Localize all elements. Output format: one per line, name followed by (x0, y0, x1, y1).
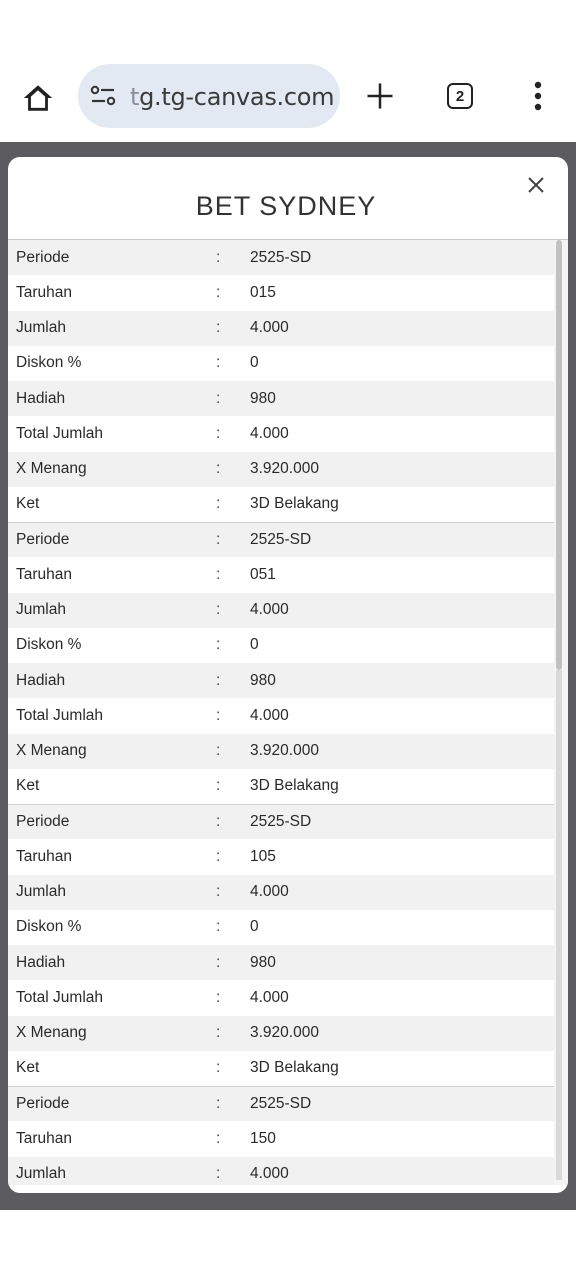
detail-row (8, 346, 554, 381)
detail-value: 0 (250, 354, 259, 372)
detail-label: Total Jumlah (16, 424, 104, 442)
detail-separator: : (216, 883, 221, 901)
detail-row (8, 1051, 554, 1086)
status-bar-area (0, 0, 576, 60)
detail-row (8, 628, 554, 663)
detail-row (8, 311, 554, 346)
detail-label: Jumlah (16, 319, 66, 337)
tab-switcher-button[interactable] (444, 80, 476, 112)
modal-title: BET SYDNEY (195, 191, 377, 221)
detail-separator: : (216, 424, 221, 442)
detail-label: Taruhan (16, 847, 73, 865)
detail-label: Total Jumlah (16, 706, 104, 724)
detail-value: 3.920.000 (250, 742, 319, 760)
detail-value: 4.000 (250, 424, 289, 442)
detail-separator: : (216, 1059, 221, 1077)
detail-value: 2525-SD (250, 813, 312, 831)
bottom-blank-area (0, 1210, 576, 1280)
detail-separator: : (216, 706, 221, 724)
detail-row (8, 452, 554, 487)
detail-row (8, 980, 554, 1015)
detail-separator: : (216, 1024, 221, 1042)
detail-separator: : (216, 953, 221, 971)
detail-separator: : (216, 531, 221, 549)
detail-row (8, 1086, 554, 1121)
detail-separator: : (216, 1129, 221, 1147)
detail-value: 4.000 (250, 601, 289, 619)
url-host: g.tg-canvas.com (139, 83, 335, 111)
detail-separator: : (216, 1165, 221, 1183)
detail-value: 051 (250, 565, 276, 583)
browser-toolbar (0, 60, 576, 140)
modal-scrollbar-track-lower (556, 670, 562, 1180)
detail-value: 3.920.000 (250, 1024, 319, 1042)
detail-separator: : (216, 248, 221, 266)
home-button[interactable] (18, 78, 58, 118)
detail-separator: : (216, 742, 221, 760)
plus-icon (365, 81, 395, 111)
modal-scrollbar-thumb[interactable] (556, 240, 562, 670)
detail-value: 3D Belakang (250, 495, 339, 513)
detail-separator: : (216, 777, 221, 795)
detail-value: 4.000 (250, 883, 289, 901)
detail-label: Jumlah (16, 1165, 66, 1183)
detail-value: 980 (250, 953, 276, 971)
detail-row (8, 769, 554, 804)
detail-separator: : (216, 565, 221, 583)
detail-value: 150 (250, 1129, 276, 1147)
detail-value: 3D Belakang (250, 777, 339, 795)
detail-row (8, 240, 554, 275)
modal-scrollbar[interactable] (554, 240, 568, 1185)
detail-value: 4.000 (250, 1165, 289, 1183)
new-tab-button[interactable] (360, 76, 400, 116)
detail-value: 980 (250, 671, 276, 689)
detail-separator: : (216, 813, 221, 831)
url-text (130, 83, 334, 111)
detail-label: Ket (16, 495, 40, 513)
detail-label: X Menang (16, 1024, 87, 1042)
modal-header (8, 157, 568, 240)
detail-label: Hadiah (16, 389, 66, 407)
detail-label: Periode (16, 813, 70, 831)
detail-label: Periode (16, 1095, 70, 1113)
detail-separator: : (216, 495, 221, 513)
detail-label: Total Jumlah (16, 988, 104, 1006)
detail-value: 4.000 (250, 988, 289, 1006)
url-scheme-fade: t (130, 83, 140, 111)
detail-row (8, 593, 554, 628)
detail-value: 2525-SD (250, 248, 312, 266)
detail-row (8, 1016, 554, 1051)
detail-row (8, 487, 554, 522)
detail-separator: : (216, 601, 221, 619)
detail-row (8, 522, 554, 557)
detail-separator: : (216, 671, 221, 689)
detail-row (8, 275, 554, 310)
detail-row (8, 1157, 554, 1186)
detail-row (8, 557, 554, 592)
detail-value: 2525-SD (250, 531, 312, 549)
detail-separator: : (216, 847, 221, 865)
detail-row (8, 416, 554, 451)
detail-label: Diskon % (16, 918, 82, 936)
more-vertical-icon (533, 81, 543, 111)
detail-separator: : (216, 389, 221, 407)
detail-separator: : (216, 988, 221, 1006)
detail-label: X Menang (16, 460, 87, 478)
home-icon (21, 81, 55, 115)
detail-value: 3.920.000 (250, 460, 319, 478)
detail-label: Hadiah (16, 953, 66, 971)
detail-value: 2525-SD (250, 1095, 312, 1113)
detail-label: Taruhan (16, 565, 73, 583)
detail-value: 0 (250, 918, 259, 936)
detail-label: Jumlah (16, 883, 66, 901)
detail-label: Periode (16, 531, 70, 549)
detail-separator: : (216, 354, 221, 372)
detail-row (8, 663, 554, 698)
detail-value: 3D Belakang (250, 1059, 339, 1077)
address-bar[interactable] (78, 64, 340, 128)
detail-row (8, 381, 554, 416)
detail-label: Periode (16, 248, 70, 266)
detail-label: Jumlah (16, 601, 66, 619)
detail-value: 0 (250, 636, 259, 654)
detail-value: 105 (250, 847, 276, 865)
detail-label: Taruhan (16, 283, 73, 301)
detail-row (8, 698, 554, 733)
detail-row (8, 804, 554, 839)
tab-count-badge: 2 (447, 83, 473, 109)
detail-row (8, 910, 554, 945)
detail-label: Diskon % (16, 354, 82, 372)
detail-label: Hadiah (16, 671, 66, 689)
detail-row (8, 734, 554, 769)
detail-label: X Menang (16, 742, 87, 760)
close-icon[interactable] (524, 173, 548, 197)
detail-value: 4.000 (250, 319, 289, 337)
detail-row (8, 945, 554, 980)
detail-label: Taruhan (16, 1129, 73, 1147)
detail-separator: : (216, 283, 221, 301)
detail-separator: : (216, 1095, 221, 1113)
detail-separator: : (216, 636, 221, 654)
detail-value: 980 (250, 389, 276, 407)
detail-label: Ket (16, 777, 40, 795)
detail-row (8, 839, 554, 874)
detail-separator: : (216, 460, 221, 478)
detail-value: 015 (250, 283, 276, 301)
detail-value: 4.000 (250, 706, 289, 724)
browser-menu-button[interactable] (524, 76, 552, 116)
detail-label: Diskon % (16, 636, 82, 654)
site-settings-icon[interactable] (90, 84, 116, 108)
bet-detail-modal (8, 157, 568, 1193)
detail-label: Ket (16, 1059, 40, 1077)
detail-separator: : (216, 319, 221, 337)
detail-separator: : (216, 918, 221, 936)
detail-row (8, 875, 554, 910)
detail-row (8, 1121, 554, 1156)
bet-detail-list[interactable] (8, 240, 554, 1185)
